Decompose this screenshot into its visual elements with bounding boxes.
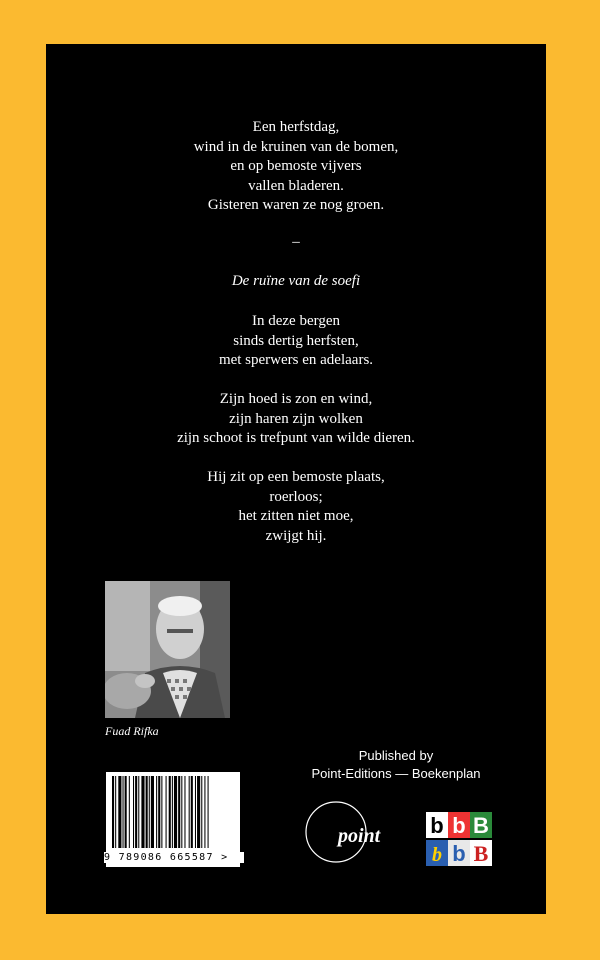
barcode-bar	[181, 776, 182, 848]
barcode-bar	[156, 776, 157, 848]
barcode-bar	[189, 776, 190, 848]
poem-line: roerloos;	[269, 488, 323, 505]
author-caption: Fuad Rifka	[105, 724, 159, 738]
poem-line: Zijn hoed is zon en wind,	[219, 391, 373, 407]
poem-line: zijn schoot is trefpunt van wilde dieren.	[177, 430, 415, 446]
poem-stanza-1	[46, 118, 546, 216]
point-editions-logo	[300, 796, 390, 866]
barcode-bar	[141, 776, 144, 848]
barcode-bar	[112, 776, 114, 848]
published-by-label: Published by	[358, 748, 434, 763]
barcode-bar	[191, 776, 193, 848]
barcode-bar	[204, 776, 205, 848]
barcode-bar	[115, 776, 116, 848]
barcode-bar	[201, 776, 202, 848]
publisher-names: Point-Editions — Boekenplan	[311, 766, 481, 781]
poem-title: De ruïne van de soefi	[231, 273, 361, 289]
poem-line: zwijgt hij.	[265, 527, 327, 544]
barcode-bar	[129, 776, 130, 848]
poem-line: het zitten niet moe,	[238, 508, 354, 524]
barcode-bar	[125, 776, 127, 848]
barcode-bar	[151, 776, 154, 848]
barcode-bar	[149, 776, 150, 848]
poem-line: wind in de kruinen van de bomen,	[193, 138, 399, 155]
bb-letter: b	[452, 841, 466, 866]
bb-letter: b	[432, 844, 442, 866]
poem-line: en op bemoste vijvers	[230, 158, 362, 174]
poem-stanza-3	[46, 390, 546, 449]
barcode-bar	[208, 776, 209, 848]
bb-letter: B	[473, 841, 489, 866]
poem-line: vallen bladeren.	[248, 177, 344, 194]
poem-separator: –	[292, 234, 300, 250]
poem-line: Hij zit op een bemoste plaats,	[207, 469, 385, 485]
barcode-bars	[106, 772, 240, 852]
barcode-bar	[166, 776, 167, 848]
barcode-bar	[195, 776, 196, 848]
barcode-bar	[138, 776, 139, 848]
boekenplan-logo	[426, 812, 496, 866]
back-cover	[46, 44, 546, 914]
bb-letter: b	[430, 813, 444, 838]
author-photo-illustration	[105, 581, 230, 718]
barcode-bar	[123, 776, 124, 848]
boekenplan-logo-icon	[426, 812, 496, 866]
poem-line: sinds dertig herfsten,	[233, 332, 359, 349]
author-photo	[105, 581, 230, 718]
poem-line: In deze bergen	[251, 313, 340, 329]
barcode-bar	[146, 776, 148, 848]
poem-stanza-2	[46, 312, 546, 371]
poem-line: Een herfstdag,	[252, 119, 340, 135]
barcode-bar	[174, 776, 177, 848]
barcode-bar	[178, 776, 180, 848]
bb-letter: b	[452, 813, 466, 838]
point-logo-text: point	[338, 825, 381, 847]
barcode-bar	[158, 776, 160, 848]
barcode-bar	[184, 776, 185, 848]
barcode-bar	[172, 776, 173, 848]
poem-line: zijn haren zijn wolken	[229, 410, 363, 427]
point-logo-icon	[300, 796, 390, 866]
bb-letter: B	[473, 813, 489, 838]
poem-line: met sperwers en adelaars.	[218, 352, 374, 368]
barcode-bar	[133, 776, 134, 848]
barcode-bar	[197, 776, 200, 848]
barcode-bar	[135, 776, 137, 848]
barcode-bar	[161, 776, 162, 848]
barcode-bar	[169, 776, 171, 848]
poem-stanza-4	[46, 468, 546, 546]
poem-line: Gisteren waren ze nog groen.	[207, 197, 385, 213]
barcode-number: 9 789086 665587 >	[104, 852, 244, 863]
barcode-bar	[118, 776, 121, 848]
